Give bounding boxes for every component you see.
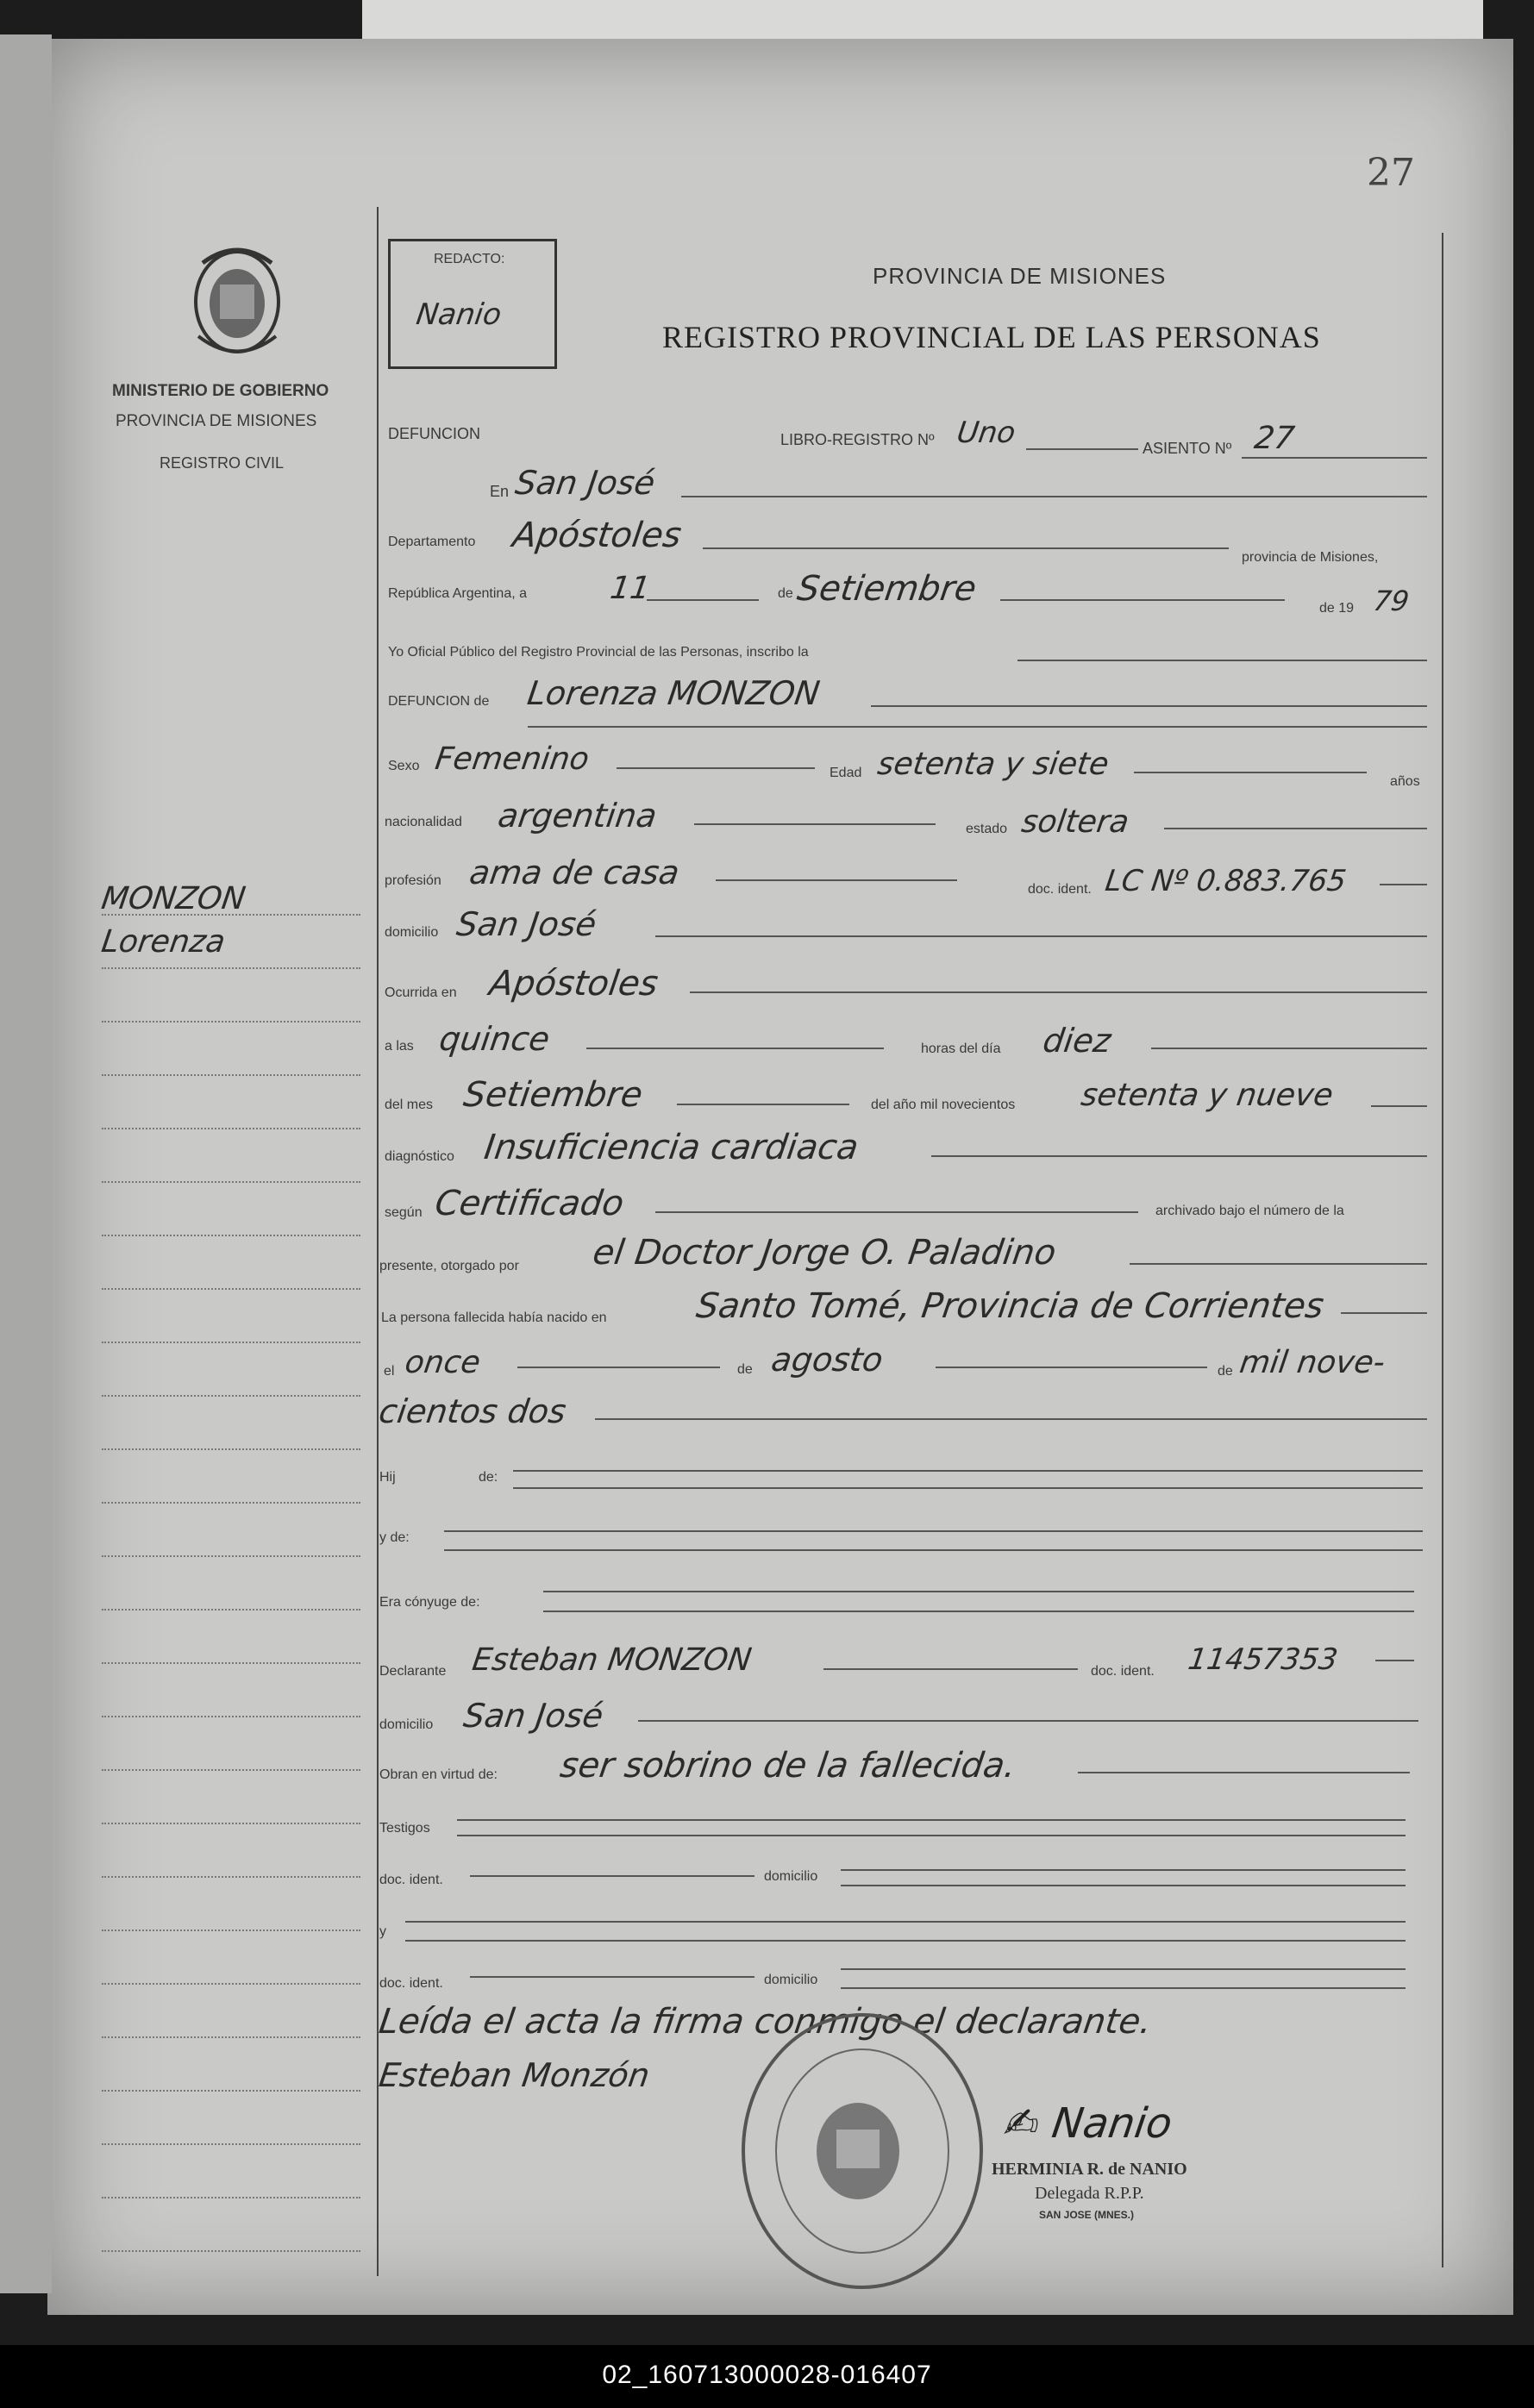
margin-rule-line bbox=[102, 1555, 360, 1557]
ocurrida-value: Apóstoles bbox=[486, 964, 661, 1004]
asiento-label: ASIENTO Nº bbox=[1143, 440, 1232, 457]
right-border-line bbox=[1442, 233, 1443, 2267]
decl-doc-label: doc. ident. bbox=[1091, 1664, 1155, 1679]
republica-label: República Argentina, a bbox=[388, 586, 527, 601]
closing-text: Leída el acta la firma conmigo el declarante. bbox=[376, 2002, 1155, 2042]
t2-dom-label: domicilio bbox=[764, 1973, 818, 1987]
de-label: de bbox=[778, 586, 793, 601]
otorgado-value: el Doctor Jorge O. Paladino bbox=[590, 1233, 1059, 1273]
top-page-strip bbox=[362, 0, 1483, 39]
coat-of-arms-icon bbox=[185, 241, 289, 366]
margin-rule-line bbox=[102, 1769, 360, 1771]
profesion-label: profesión bbox=[385, 873, 441, 888]
left-border-line bbox=[377, 207, 379, 2276]
nac-ano-1: mil nove- bbox=[1237, 1345, 1387, 1380]
margin-rule-line bbox=[102, 2250, 360, 2252]
month-value: Setiembre bbox=[794, 569, 980, 609]
nac-mes-value: agosto bbox=[768, 1341, 886, 1379]
official-place: SAN JOSE (MNES.) bbox=[1039, 2209, 1135, 2221]
a-las-label: a las bbox=[385, 1039, 414, 1054]
decl-domicilio-label: domicilio bbox=[379, 1717, 434, 1732]
ocurrida-label: Ocurrida en bbox=[385, 985, 457, 1000]
declarante-value: Esteban MONZON bbox=[470, 1642, 754, 1678]
margin-rule-line bbox=[102, 1502, 360, 1504]
redacto-box bbox=[388, 239, 557, 369]
segun-label: según bbox=[385, 1205, 423, 1220]
year-value: 79 bbox=[1371, 585, 1412, 617]
nacido-value: Santo Tomé, Provincia de Corrientes bbox=[693, 1286, 1327, 1326]
edad-value: setenta y siete bbox=[875, 747, 1111, 782]
departamento-label: Departamento bbox=[388, 535, 476, 549]
hora-value: quince bbox=[436, 1020, 553, 1058]
registry-heading: REGISTRO PROVINCIAL DE LAS PERSONAS bbox=[662, 320, 1321, 354]
margin-rule-line bbox=[102, 2197, 360, 2198]
en-label: En bbox=[490, 483, 510, 500]
margin-name: Lorenza bbox=[99, 924, 228, 960]
nac-dia-value: once bbox=[403, 1345, 483, 1380]
presente-label: presente, otorgado por bbox=[379, 1259, 519, 1273]
margin-rule-line bbox=[102, 1983, 360, 1985]
official-name: HERMINIA R. de NANIO bbox=[992, 2160, 1187, 2179]
archivado-label: archivado bajo el número de la bbox=[1155, 1204, 1344, 1218]
segun-value: Certificado bbox=[432, 1184, 627, 1223]
decl-domicilio-value: San José bbox=[460, 1697, 606, 1735]
margin-rule-line bbox=[102, 1288, 360, 1290]
diagnostico-label: diagnóstico bbox=[385, 1149, 454, 1164]
ministry-province-label: PROVINCIA DE MISIONES bbox=[116, 412, 317, 430]
province-heading: PROVINCIA DE MISIONES bbox=[873, 263, 1167, 289]
departamento-value: Apóstoles bbox=[510, 516, 685, 555]
margin-rule-line bbox=[102, 2143, 360, 2145]
left-page-edge bbox=[0, 34, 52, 2293]
margin-rule-line bbox=[102, 1395, 360, 1397]
y-label: y bbox=[379, 1924, 386, 1939]
testigos-label: Testigos bbox=[379, 1821, 430, 1836]
edad-label: Edad bbox=[830, 766, 862, 780]
dia-value: diez bbox=[1040, 1022, 1114, 1060]
margin-rule-line bbox=[102, 967, 360, 969]
nacionalidad-label: nacionalidad bbox=[385, 815, 462, 829]
provincia-label: provincia de Misiones, bbox=[1242, 550, 1379, 565]
anos-label: años bbox=[1390, 774, 1420, 789]
t-dom-label: domicilio bbox=[764, 1869, 818, 1884]
oficial-text: Yo Oficial Público del Registro Provincial de las Personas, inscribo la bbox=[388, 645, 809, 660]
defuncion-de-label: DEFUNCION de bbox=[388, 694, 490, 709]
deceased-value: Lorenza MONZON bbox=[524, 674, 823, 712]
diagnostico-value: Insuficiencia cardiaca bbox=[481, 1128, 861, 1167]
margin-rule-line bbox=[102, 1074, 360, 1076]
declarant-signature: Esteban Monzón bbox=[376, 2056, 653, 2094]
margin-rule-line bbox=[102, 1128, 360, 1129]
doc-ident-value: LC Nº 0.883.765 bbox=[1103, 864, 1349, 898]
margin-rule-line bbox=[102, 1823, 360, 1824]
margin-rule-line bbox=[102, 1181, 360, 1183]
obran-label: Obran en virtud de: bbox=[379, 1767, 498, 1782]
margin-rule-line bbox=[102, 1021, 360, 1023]
ano-value: setenta y nueve bbox=[1079, 1078, 1336, 1113]
conyuge-label: Era cónyuge de: bbox=[379, 1595, 480, 1610]
nac-de2-label: de bbox=[1218, 1364, 1233, 1379]
page-number: 27 bbox=[1367, 151, 1415, 195]
decl-doc-value: 11457353 bbox=[1186, 1642, 1340, 1677]
margin-rule-line bbox=[102, 1235, 360, 1236]
doc-ident-label: doc. ident. bbox=[1028, 882, 1092, 897]
official-title: Delegada R.P.P. bbox=[1035, 2184, 1144, 2203]
margin-rule-line bbox=[102, 914, 360, 916]
redacto-value: Nanio bbox=[414, 297, 504, 332]
mes-value: Setiembre bbox=[460, 1075, 646, 1115]
margin-rule-line bbox=[102, 2036, 360, 2038]
nacido-label: La persona fallecida había nacido en bbox=[381, 1310, 607, 1325]
official-signature: ✍ Nanio bbox=[1001, 2099, 1175, 2148]
civil-registry-label: REGISTRO CIVIL bbox=[160, 454, 285, 472]
nacionalidad-value: argentina bbox=[495, 797, 660, 835]
obran-value: ser sobrino de la fallecida. bbox=[557, 1746, 1018, 1786]
declarante-label: Declarante bbox=[379, 1664, 447, 1679]
domicilio-label: domicilio bbox=[385, 925, 439, 940]
year-label: de 19 bbox=[1319, 601, 1355, 616]
el-label: el bbox=[384, 1364, 395, 1379]
libro-value: Uno bbox=[955, 416, 1018, 450]
record-type-label: DEFUNCION bbox=[388, 425, 480, 442]
libro-label: LIBRO-REGISTRO Nº bbox=[780, 431, 935, 448]
y-de-label: y de: bbox=[379, 1530, 410, 1545]
margin-rule-line bbox=[102, 1876, 360, 1878]
margin-surname: MONZON bbox=[99, 881, 248, 916]
day-value: 11 bbox=[608, 571, 653, 606]
estado-value: soltera bbox=[1019, 804, 1131, 840]
sexo-label: Sexo bbox=[388, 759, 420, 773]
del-mes-label: del mes bbox=[385, 1098, 434, 1112]
margin-rule-line bbox=[102, 2090, 360, 2092]
hij-label: Hij bbox=[379, 1470, 396, 1485]
profesion-value: ama de casa bbox=[466, 854, 682, 891]
estado-label: estado bbox=[966, 822, 1008, 836]
t-doc-label: doc. ident. bbox=[379, 1873, 443, 1887]
redacto-label: REDACTO: bbox=[434, 252, 505, 266]
image-filename: 02_160713000028-016407 bbox=[602, 2361, 932, 2389]
place-value: San José bbox=[512, 464, 658, 502]
margin-rule-line bbox=[102, 1716, 360, 1717]
hij-de-label: de: bbox=[479, 1470, 498, 1485]
ministry-label: MINISTERIO DE GOBIERNO bbox=[112, 382, 329, 400]
domicilio-value: San José bbox=[454, 905, 599, 943]
margin-rule-line bbox=[102, 1342, 360, 1343]
nac-de-label: de bbox=[737, 1362, 753, 1377]
margin-rule-line bbox=[102, 1930, 360, 1931]
horas-dia-label: horas del día bbox=[921, 1041, 1001, 1056]
nac-ano-2: cientos dos bbox=[376, 1392, 569, 1430]
t2-doc-label: doc. ident. bbox=[379, 1976, 443, 1991]
asiento-value: 27 bbox=[1252, 421, 1297, 456]
margin-rule-line bbox=[102, 1448, 360, 1450]
sexo-value: Femenino bbox=[433, 741, 592, 777]
official-seal-stamp bbox=[737, 2009, 987, 2298]
margin-rule-line bbox=[102, 1609, 360, 1611]
margin-rule-line bbox=[102, 1662, 360, 1664]
del-ano-label: del año mil novecientos bbox=[871, 1098, 1016, 1112]
